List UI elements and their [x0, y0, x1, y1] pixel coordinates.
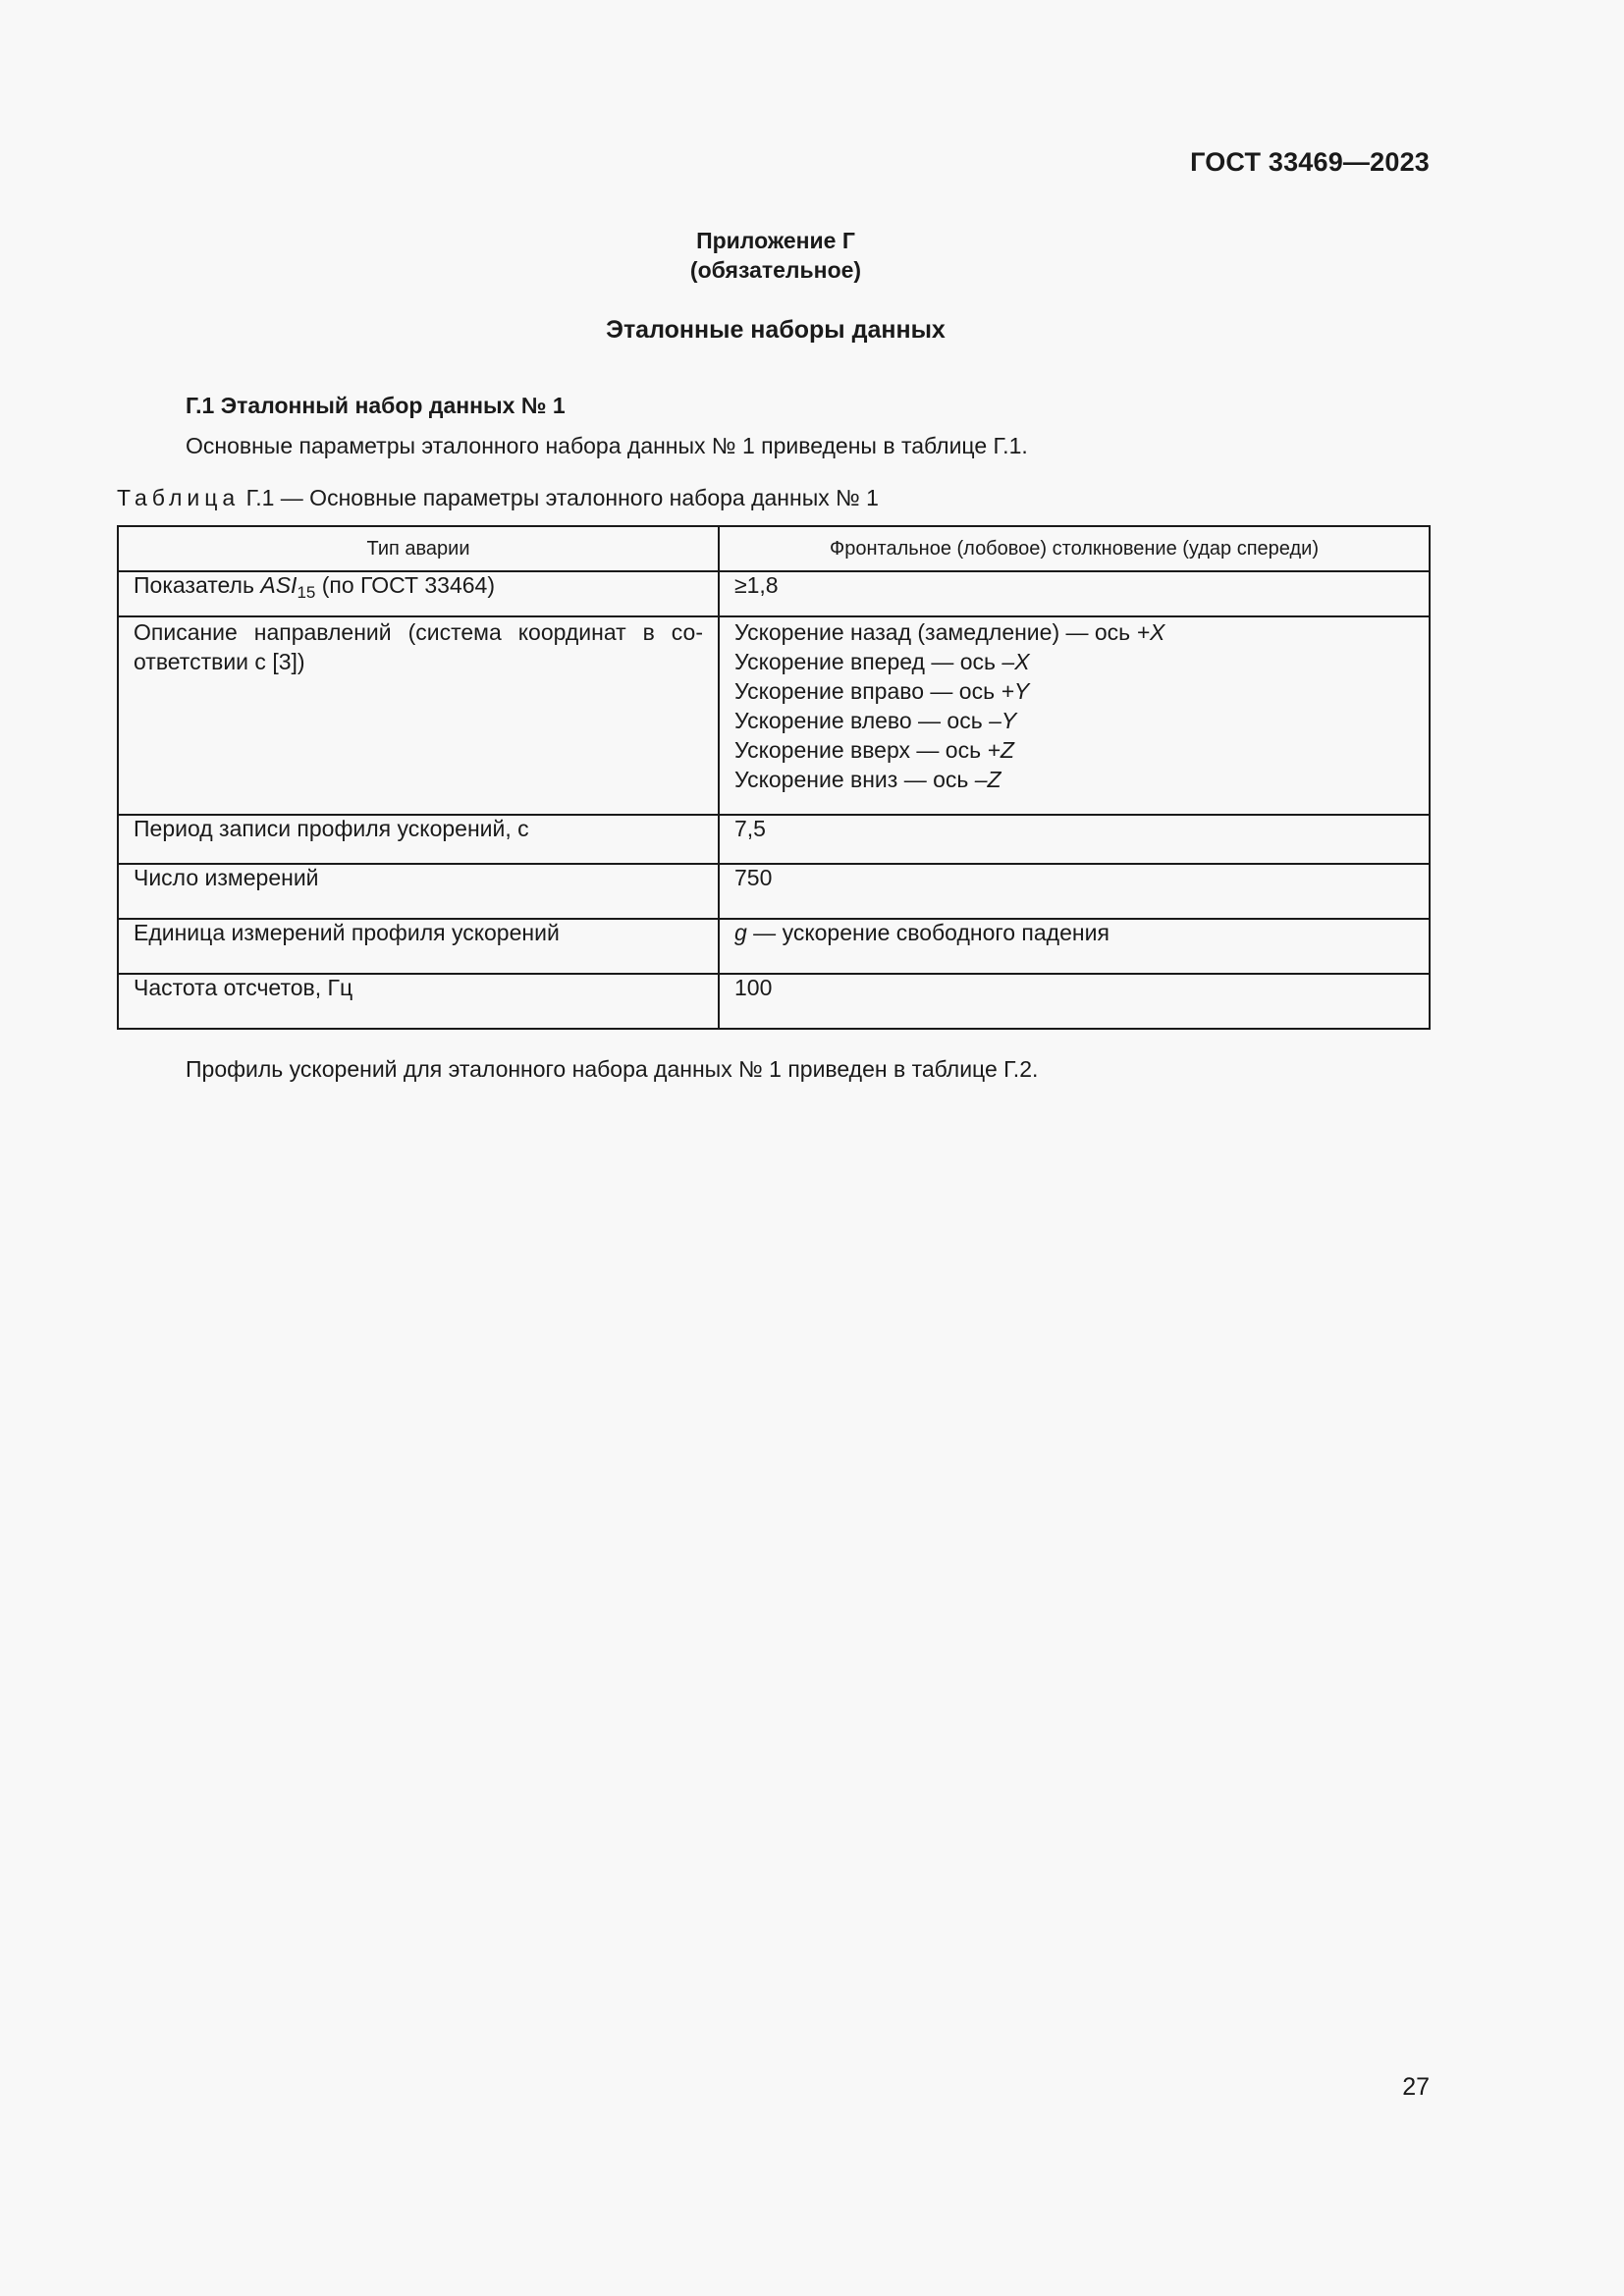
intro-paragraph: Основные параметры эталонного набора данных № 1 приведены в таблице Г.1. — [186, 433, 1028, 458]
table-header-row — [118, 526, 1430, 571]
direction-line — [734, 647, 1414, 676]
unit-variable: g — [734, 920, 747, 945]
section-title: Эталонные наборы данных — [606, 316, 946, 344]
asi-label-prefix: Показатель — [134, 572, 261, 598]
direction-text: Ускорение влево — ось — [734, 708, 990, 733]
appendix-status: (обязательное) — [689, 257, 862, 283]
direction-line — [734, 706, 1414, 735]
table-row — [118, 864, 1430, 919]
header-cell-frontal: Фронтальное (лобовое) столкновение (удар спереди) — [719, 526, 1430, 571]
direction-line — [734, 617, 1414, 647]
direction-axis: +X — [1136, 619, 1165, 645]
subsection-title: Г.1 Эталонный набор данных № 1 — [186, 393, 566, 418]
direction-text: Ускорение вверх — ось — [734, 737, 988, 763]
row-label: Описание направлений (система координат в со-ответствии с [3]) — [118, 616, 719, 815]
row-value: 100 — [719, 974, 1430, 1029]
asi-label-suffix: (по ГОСТ 33464) — [315, 572, 496, 598]
row-value-directions — [719, 616, 1430, 815]
asi-variable: ASI — [260, 572, 298, 598]
row-label: Число измерений — [118, 864, 719, 919]
asi-subscript: 15 — [297, 583, 316, 602]
row-value: ≥1,8 — [719, 571, 1430, 616]
row-label: Период записи профиля ускорений, с — [118, 815, 719, 864]
parameters-table — [117, 525, 1431, 1030]
appendix-heading — [0, 226, 1551, 285]
table-caption — [117, 485, 879, 511]
direction-text: Ускорение вправо — ось — [734, 678, 1001, 704]
table-row — [118, 974, 1430, 1029]
table-caption-prefix: Таблица — [117, 485, 241, 510]
direction-axis: –Z — [974, 767, 1001, 792]
row-label — [118, 571, 719, 616]
direction-line — [734, 735, 1414, 765]
direction-text: Ускорение вниз — ось — [734, 767, 975, 792]
table-row — [118, 919, 1430, 974]
table-caption-text: Г.1 — Основные параметры эталонного набора данных № 1 — [245, 485, 879, 510]
direction-text: Ускорение назад (замедление) — ось — [734, 619, 1137, 645]
page-number: 27 — [1402, 2073, 1430, 2101]
row-label: Единица измерений профиля ускорений — [118, 919, 719, 974]
direction-axis: +Z — [987, 737, 1014, 763]
table-row — [118, 571, 1430, 616]
direction-axis: –Y — [989, 708, 1017, 733]
table-row — [118, 815, 1430, 864]
row-value: 7,5 — [719, 815, 1430, 864]
row-value: 750 — [719, 864, 1430, 919]
direction-axis: +Y — [1001, 678, 1030, 704]
row-label: Частота отсчетов, Гц — [118, 974, 719, 1029]
footer-paragraph: Профиль ускорений для эталонного набора данных № 1 приведен в таблице Г.2. — [186, 1056, 1039, 1082]
appendix-title: Приложение Г — [696, 228, 855, 253]
direction-line — [734, 765, 1414, 794]
direction-line — [734, 676, 1414, 706]
document-id: ГОСТ 33469—2023 — [1190, 147, 1430, 177]
direction-text: Ускорение вперед — ось — [734, 649, 1002, 674]
row-value — [719, 919, 1430, 974]
header-cell-crash-type: Тип аварии — [118, 526, 719, 571]
direction-axis: –X — [1001, 649, 1030, 674]
table-row — [118, 616, 1430, 815]
unit-description: — ускорение свободного падения — [746, 920, 1110, 945]
